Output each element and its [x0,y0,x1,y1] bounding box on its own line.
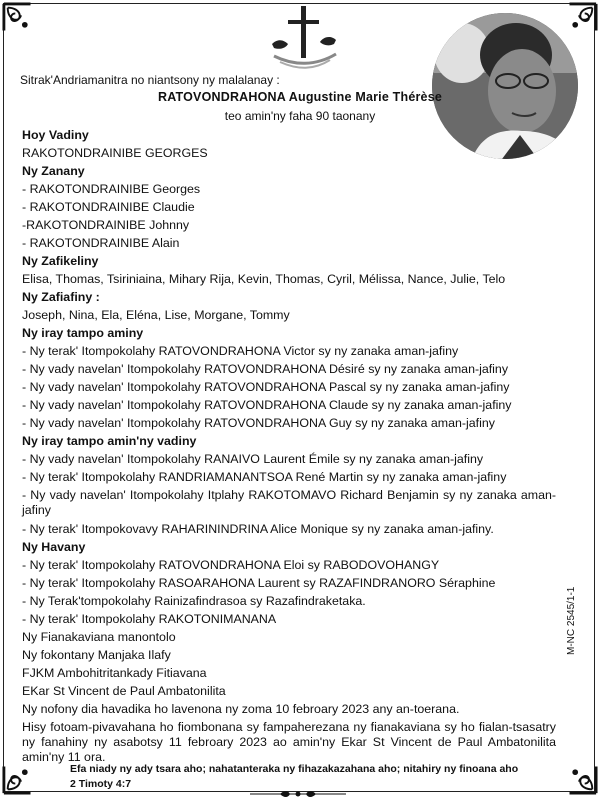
list-item: - Ny vady navelan' Itompokolahy Itplahy RAKOTOMAVO Richard Benjamin sy ny zanaka aman-jafiny [22,488,556,517]
section-title: Ny Havany [22,540,86,554]
list-item: - Ny vady navelan' Itompokolahy RATOVONDRAHONA Claude sy ny zanaka aman-jafiny [22,398,512,412]
list-item: - RAKOTONDRAINIBE Claudie [22,200,195,214]
section-title: Ny iray tampo amin'ny vadiny [22,434,197,448]
list-item: EKar St Vincent de Paul Ambatonilita [22,684,226,698]
obituary-body [22,126,556,767]
section-title: Ny iray tampo aminy [22,326,144,340]
list-item: - RAKOTONDRAINIBE Georges [22,182,201,196]
corner-ornament-icon [560,757,598,795]
list-item: - Ny terak' Itompokolahy RATOVONDRAHONA Eloi sy RABODOVOHANGY [22,558,440,572]
section-title: Ny Zanany [22,164,85,178]
verse-reference: 2 Timoty 4:7 [70,778,132,790]
list-item: - Ny terak' Itompokolahy RANDRIAMANANTSOA René Martin sy ny zanaka aman-jafiny [22,470,507,484]
corner-ornament-icon [2,2,40,40]
list-item: RAKOTONDRAINIBE GEORGES [22,146,208,160]
side-reference: M-NC 2545/1-1 [566,586,577,655]
list-item: - Ny terak' Itompokolahy RAKOTONIMANANA [22,612,277,626]
list-item: - Ny terak' Itompokolahy RATOVONDRAHONA Victor sy ny zanaka aman-jafiny [22,344,459,358]
list-item: Joseph, Nina, Ela, Eléna, Lise, Morgane, Tommy [22,308,290,322]
section-title: Hoy Vadiny [22,128,89,142]
divider-ornament-icon [250,785,346,793]
deceased-name: RATOVONDRAHONA Augustine Marie Thérèse [157,90,443,104]
age-line: teo amin'ny faha 90 taonany [224,109,376,123]
list-item: - Ny vady navelan' Itompokolahy RATOVONDRAHONA Guy sy ny zanaka aman-jafiny [22,416,495,430]
list-item: - Ny terak' Itompokolahy RASOARAHONA Laurent sy RAZAFINDRANORO Séraphine [22,576,496,590]
list-item: -RAKOTONDRAINIBE Johnny [22,218,190,232]
list-item: Ny fokontany Manjaka Ilafy [22,648,171,662]
list-item: Elisa, Thomas, Tsiriniaina, Mihary Rija, Kevin, Thomas, Cyril, Mélissa, Nance, Julie, Telo [22,272,506,286]
bible-verse: Efa niady ny ady tsara aho; nahatanteraka ny fihazakazahana aho; nitahiry ny finoana aho [70,763,519,775]
list-item: - Ny Terak'tompokolahy Rainizafindrasoa sy Razafindraketaka. [22,594,366,608]
section-title: Ny Zafikeliny [22,254,99,268]
cross-doves-emblem-icon [264,4,344,74]
list-item: - RAKOTONDRAINIBE Alain [22,236,180,250]
closing-paragraph: Hisy fotoam-pivavahana ho fiombonana sy fampaherezana ny fianakaviana sy ho fialan-tsasatry ny fanahiny ny asabotsy 11 febroary 2023 ao amin'ny Ekar St Vincent de Paul Ambatonilita amin'ny 11 ora. [22,720,556,764]
list-item: - Ny vady navelan' Itompokolahy RATOVONDRAHONA Désiré sy ny zanaka aman-jafiny [22,362,509,376]
corner-ornament-icon [560,2,598,40]
list-item: - Ny terak' Itompokovavy RAHARININDRINA Alice Monique sy ny zanaka aman-jafiny. [22,522,494,536]
list-item: - Ny vady navelan' Itompokolahy RANAIVO Laurent Émile sy ny zanaka aman-jafiny [22,452,484,466]
list-item: - Ny vady navelan' Itompokolahy RATOVONDRAHONA Pascal sy ny zanaka aman-jafiny [22,380,510,394]
section-title: Ny Zafiafiny : [22,290,100,304]
list-item: FJKM Ambohitritankady Fitiavana [22,666,207,680]
list-item: Ny nofony dia havadika ho lavenona ny zoma 10 febroary 2023 any an-toerana. [22,702,460,716]
list-item: Ny Fianakaviana manontolo [22,630,176,644]
intro-line: Sitrak'Andriamanitra no niantsony ny malalanay : [20,73,280,87]
